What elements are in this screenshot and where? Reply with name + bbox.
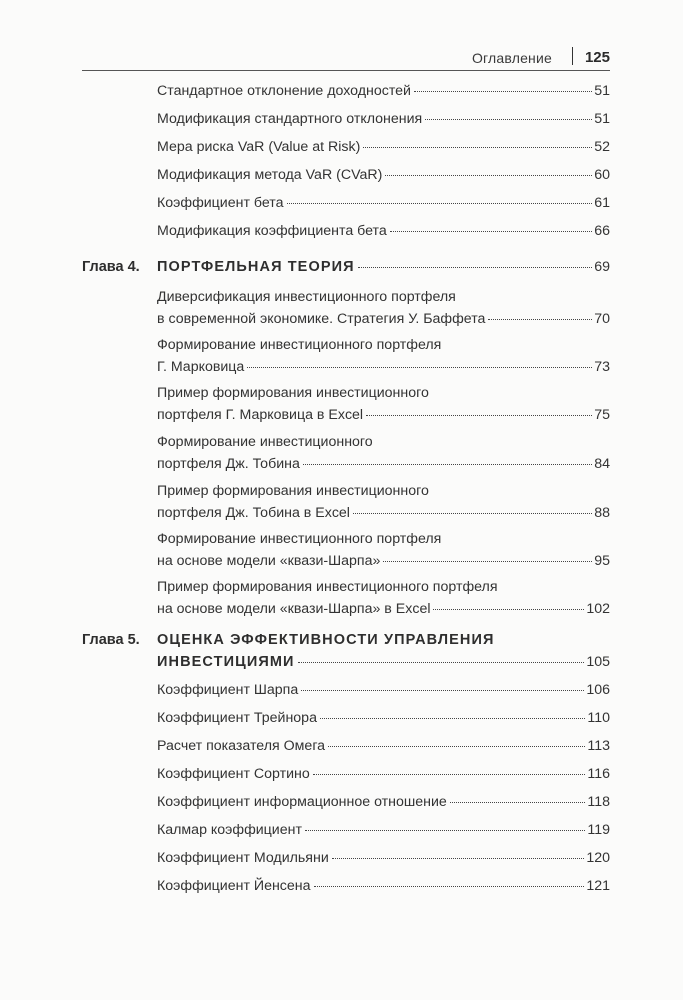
toc-entry[interactable]	[157, 875, 610, 897]
toc-entry[interactable]	[157, 679, 610, 701]
toc-entry-title: Модификация коэффициента бета	[157, 223, 387, 239]
leader-dots	[301, 689, 584, 691]
toc-entry[interactable]	[157, 108, 610, 130]
toc-entry[interactable]	[157, 334, 610, 378]
toc-entry-title-line1: Формирование инвестиционного портфеля	[157, 337, 442, 353]
leader-dots	[366, 414, 592, 416]
toc-entry[interactable]	[157, 220, 610, 242]
leader-dots	[363, 146, 592, 148]
page-number: 125	[584, 49, 610, 66]
toc-entry[interactable]	[157, 735, 610, 757]
toc-entry-title: Коэффициент Шарпа	[157, 682, 299, 698]
leader-dots	[390, 230, 592, 232]
toc-entry-title: Коэффициент бета	[157, 195, 284, 211]
toc-entry-title-line1: Пример формирования инвестиционного портфеля	[157, 579, 498, 595]
header-rule	[82, 70, 610, 71]
leader-dots	[328, 745, 585, 747]
chapter-5-title-line2: ИНВЕСТИЦИЯМИ	[157, 654, 295, 670]
toc-entry[interactable]	[157, 431, 610, 475]
toc-entry-title-line2: портфеля Дж. Тобина в Excel	[157, 505, 350, 521]
toc-entry[interactable]	[157, 192, 610, 214]
toc-entry[interactable]	[157, 286, 610, 330]
leader-dots	[353, 512, 592, 514]
leader-dots	[433, 608, 584, 610]
toc-entry-page: 113	[587, 738, 610, 754]
toc-entry-page: 66	[594, 223, 610, 239]
chapter-4-heading[interactable]	[157, 256, 610, 278]
leader-dots	[305, 829, 585, 831]
leader-dots	[358, 266, 593, 268]
toc-entry[interactable]	[157, 480, 610, 524]
toc-entry-title: Коэффициент Йенсена	[157, 878, 311, 894]
leader-dots	[314, 885, 585, 887]
chapter-4-title: ПОРТФЕЛЬНАЯ ТЕОРИЯ	[157, 259, 355, 275]
leader-dots	[425, 118, 592, 120]
toc-entry[interactable]	[157, 791, 610, 813]
chapter-5-heading[interactable]	[157, 629, 610, 673]
toc-entry-page: 95	[594, 553, 610, 569]
chapter-5-page: 105	[586, 654, 610, 670]
toc-entry-title-line2: портфеля Г. Марковица в Excel	[157, 407, 364, 423]
toc-entry-title-line2: Г. Марковица	[157, 359, 245, 375]
toc-entry-title: Расчет показателя Омега	[157, 738, 326, 754]
header-separator	[572, 47, 573, 65]
toc-entry-title-line1: Пример формирования инвестиционного	[157, 385, 429, 401]
toc-entry-page: 118	[587, 794, 610, 810]
toc-entry[interactable]	[157, 763, 610, 785]
toc-entry-title: Коэффициент Трейнора	[157, 710, 317, 726]
toc-entry-page: 116	[587, 766, 610, 782]
leader-dots	[488, 318, 592, 320]
toc-entry-page: 70	[594, 311, 610, 327]
leader-dots	[298, 661, 585, 663]
leader-dots	[287, 202, 593, 204]
leader-dots	[450, 801, 586, 803]
toc-entry-page: 110	[587, 710, 610, 726]
leader-dots	[320, 717, 585, 719]
toc-entry[interactable]	[157, 576, 610, 620]
toc-entry-page: 51	[594, 83, 610, 99]
chapter-4-label: Глава 4.	[82, 259, 140, 275]
toc-entry-title-line1: Формирование инвестиционного	[157, 434, 373, 450]
leader-dots	[247, 366, 592, 368]
chapter-5-title-line1: ОЦЕНКА ЭФФЕКТИВНОСТИ УПРАВЛЕНИЯ	[157, 632, 495, 648]
toc-entry-page: 52	[594, 139, 610, 155]
toc-entry-title: Мера риска VaR (Value at Risk)	[157, 139, 361, 155]
toc-entry-title-line1: Диверсификация инвестиционного портфеля	[157, 289, 456, 305]
running-header-title: Оглавление	[471, 50, 552, 66]
toc-entry[interactable]	[157, 80, 610, 102]
toc-entry-page: 84	[594, 456, 610, 472]
toc-entry-page: 61	[594, 195, 610, 211]
toc-entry-title: Коэффициент Сортино	[157, 766, 310, 782]
toc-entry-title: Коэффициент Модильяни	[157, 850, 329, 866]
toc-entry-page: 121	[586, 878, 610, 894]
leader-dots	[303, 463, 592, 465]
toc-entry-page: 119	[587, 822, 610, 838]
toc-entry-page: 51	[594, 111, 610, 127]
toc-entry-page: 73	[594, 359, 610, 375]
running-header	[82, 44, 610, 68]
toc-entry-title: Стандартное отклонение доходностей	[157, 83, 411, 99]
toc-entry-title-line2: на основе модели «квази-Шарпа»	[157, 553, 381, 569]
toc-entry-page: 88	[594, 505, 610, 521]
chapter-5-label: Глава 5.	[82, 632, 140, 648]
toc-entry-title-line1: Пример формирования инвестиционного	[157, 483, 429, 499]
toc-entry[interactable]	[157, 528, 610, 572]
toc-entry[interactable]	[157, 136, 610, 158]
toc-entry[interactable]	[157, 382, 610, 426]
leader-dots	[332, 857, 585, 859]
toc-entry-title: Модификация стандартного отклонения	[157, 111, 423, 127]
chapter-4-page: 69	[594, 259, 610, 275]
toc-entry-page: 120	[586, 850, 610, 866]
leader-dots	[385, 174, 592, 176]
toc-entry[interactable]	[157, 164, 610, 186]
toc-entry-title: Калмар коэффициент	[157, 822, 302, 838]
toc-entry[interactable]	[157, 707, 610, 729]
toc-entry-title: Модификация метода VaR (CVaR)	[157, 167, 383, 183]
toc-entry-page: 75	[594, 407, 610, 423]
leader-dots	[414, 90, 592, 92]
toc-entry-page: 106	[586, 682, 610, 698]
leader-dots	[383, 560, 592, 562]
toc-entry-page: 60	[594, 167, 610, 183]
toc-entry-title-line2: на основе модели «квази-Шарпа» в Excel	[157, 601, 431, 617]
toc-entry[interactable]	[157, 847, 610, 869]
leader-dots	[313, 773, 586, 775]
toc-entry-title-line2: портфеля Дж. Тобина	[157, 456, 300, 472]
toc-entry-title-line1: Формирование инвестиционного портфеля	[157, 531, 442, 547]
toc-entry[interactable]	[157, 819, 610, 841]
toc-entry-page: 102	[586, 601, 610, 617]
toc-entry-title-line2: в современной экономике. Стратегия У. Баффета	[157, 311, 486, 327]
toc-entry-title: Коэффициент информационное отношение	[157, 794, 447, 810]
